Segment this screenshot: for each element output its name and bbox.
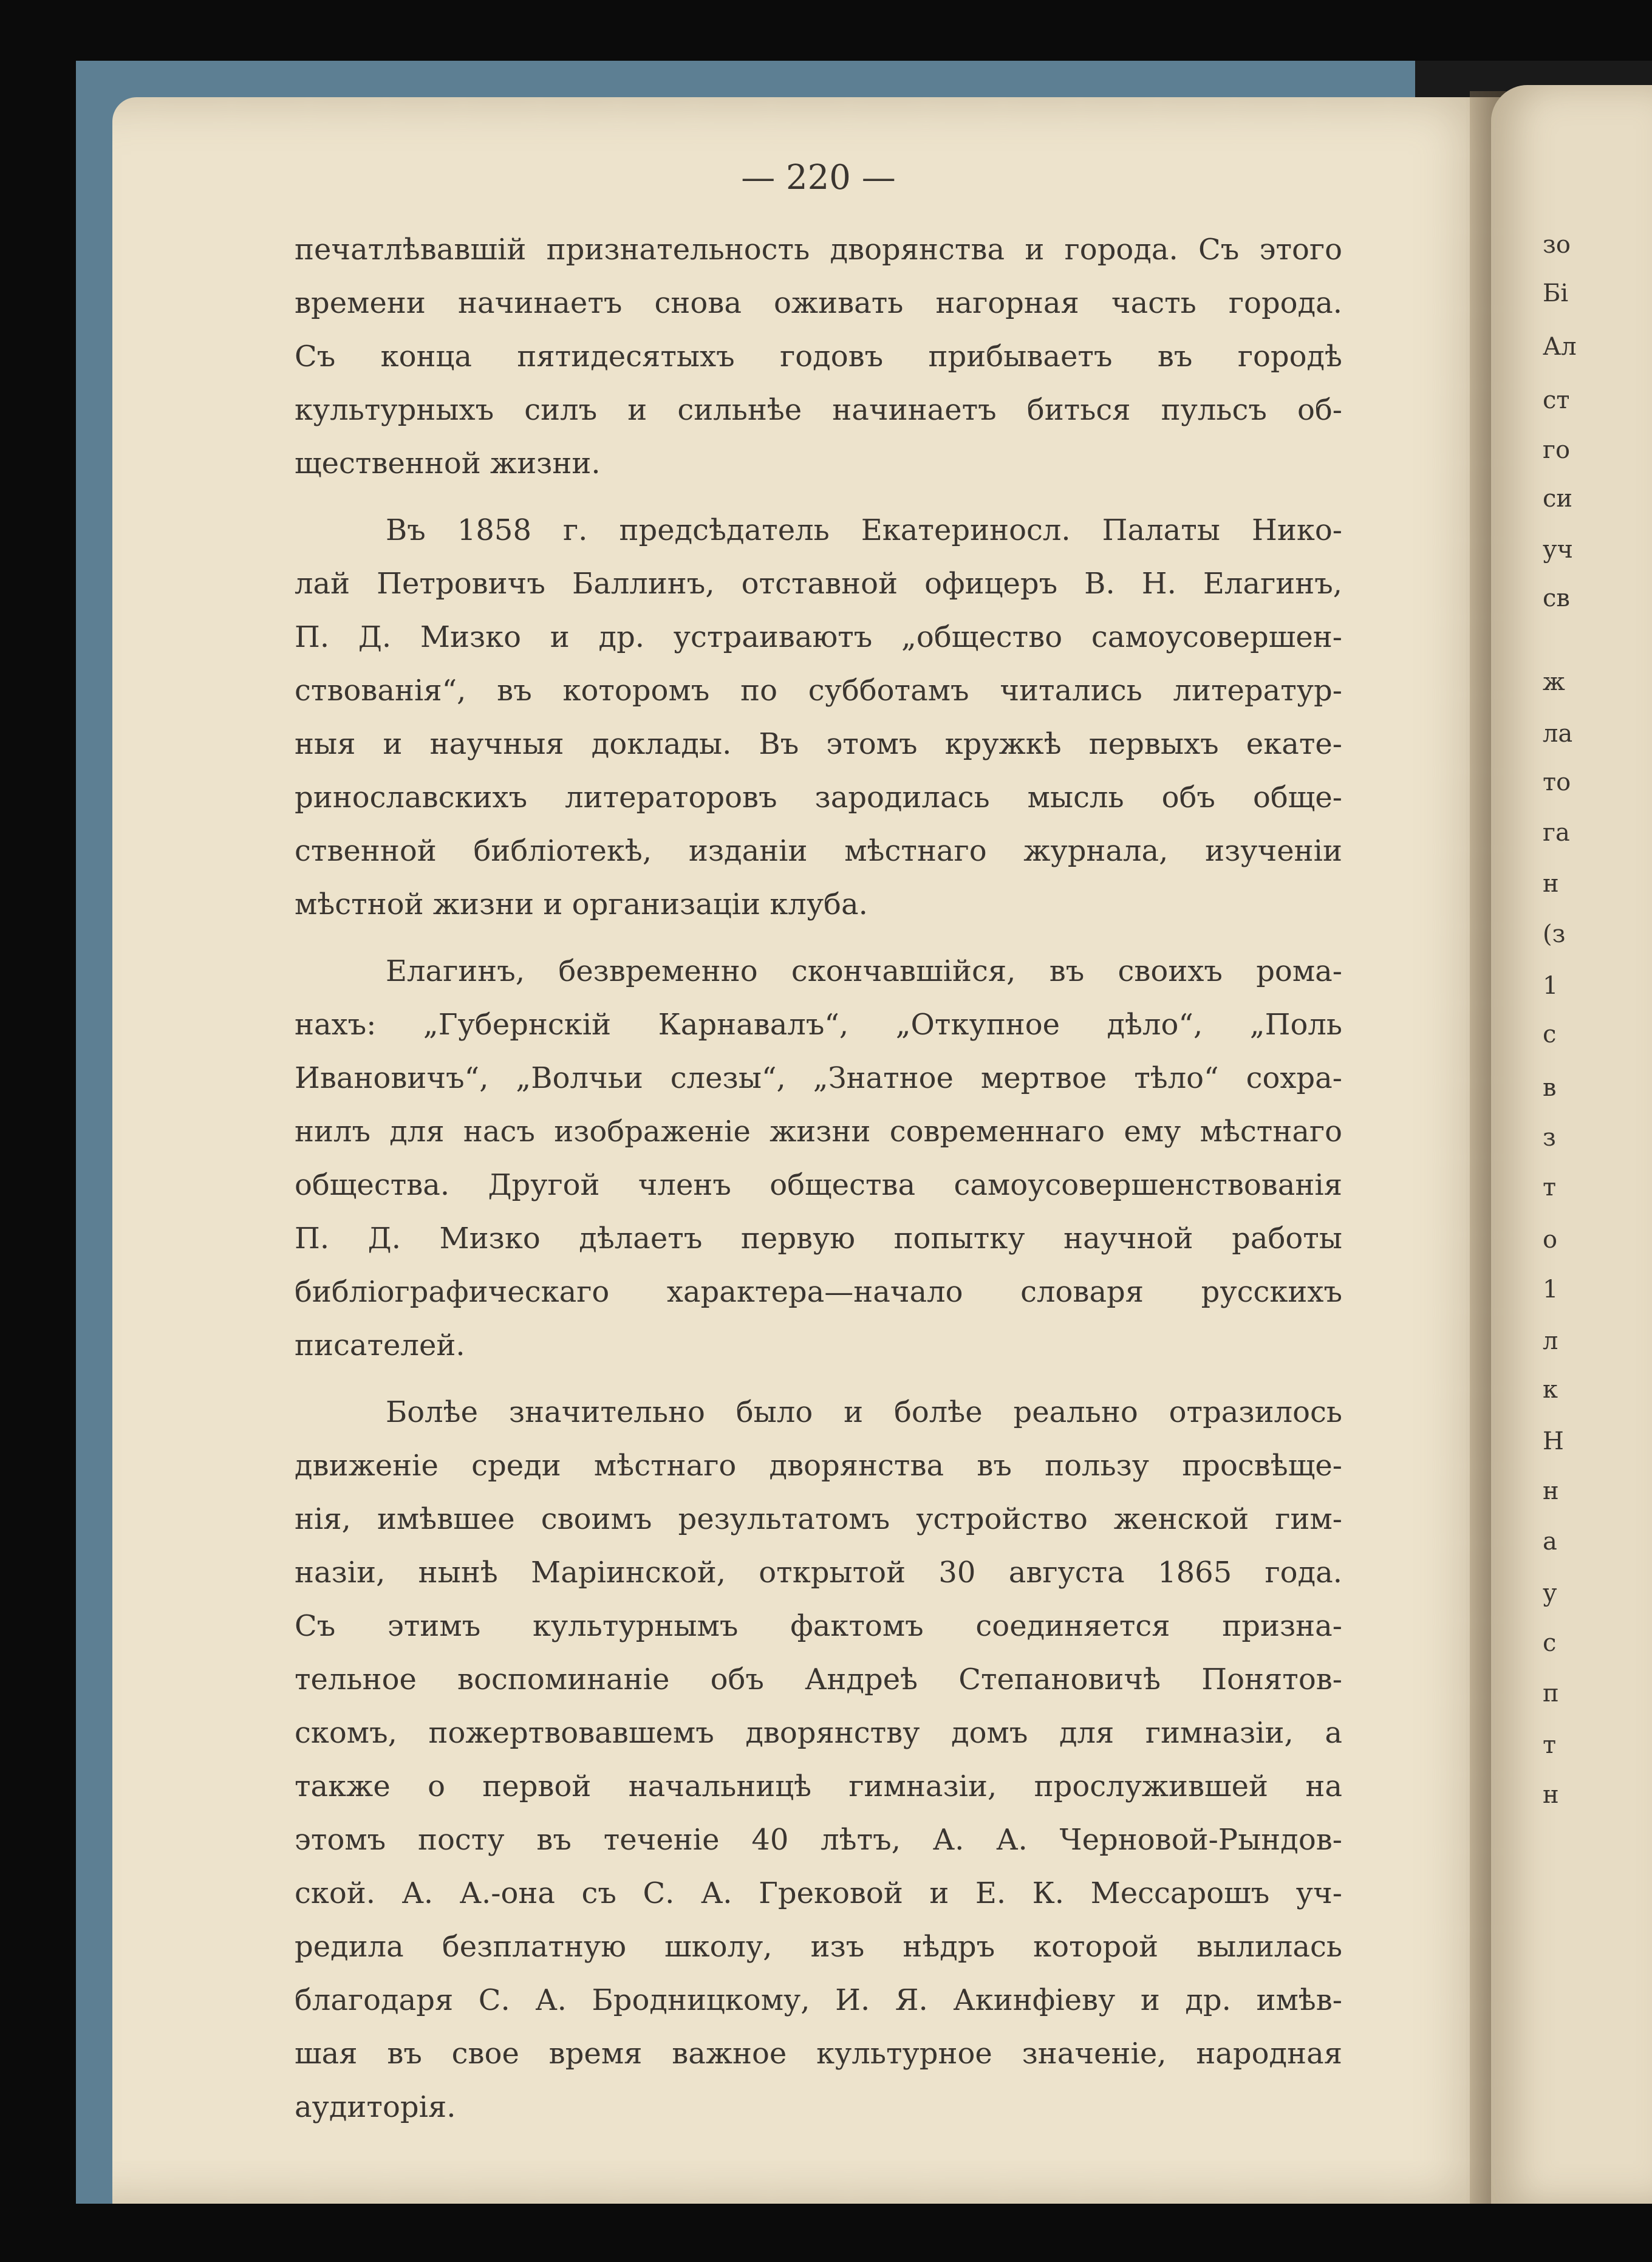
text-line: тельное воспоминаніе объ Андреѣ Степановичѣ Понятов- bbox=[295, 1662, 1342, 1696]
text-line: ственной библіотекѣ, изданіи мѣстнаго журнала, изученіи bbox=[295, 834, 1342, 868]
text-line: Болѣе значительно было и болѣе реально отразилось bbox=[386, 1395, 1342, 1429]
right-page-fragment: га bbox=[1543, 819, 1570, 847]
right-page-fragment: 1 bbox=[1543, 972, 1558, 1000]
right-page-fragment: а bbox=[1543, 1528, 1557, 1556]
text-line: Съ этимъ культурнымъ фактомъ соединяется призна- bbox=[295, 1609, 1342, 1643]
text-line: также о первой начальницѣ гимназіи, прослужившей на bbox=[295, 1769, 1342, 1803]
paragraph-container bbox=[295, 223, 1342, 2134]
right-page-fragment: 1 bbox=[1543, 1276, 1558, 1304]
paragraph bbox=[295, 504, 1342, 931]
text-line: времени начинаетъ снова оживать нагорная часть города. bbox=[295, 286, 1342, 320]
paragraph bbox=[295, 945, 1342, 1372]
right-page-fragment: т bbox=[1543, 1731, 1557, 1759]
text-line: лай Петровичъ Баллинъ, отставной офицеръ В. Н. Елагинъ, bbox=[295, 567, 1342, 601]
text-line: писателей. bbox=[295, 1328, 465, 1362]
text-line: ской. А. А.-она съ С. А. Грековой и Е. К. Мессарошъ уч- bbox=[295, 1876, 1342, 1910]
text-line: библіографическаго характера—начало словаря русскихъ bbox=[295, 1275, 1342, 1309]
right-page-fragment: в bbox=[1543, 1074, 1557, 1102]
page-text bbox=[295, 158, 1342, 2147]
right-page-fragment: з bbox=[1543, 1124, 1556, 1152]
right-page-fragment: го bbox=[1543, 436, 1571, 464]
right-page-fragment: к bbox=[1543, 1376, 1558, 1404]
page-number: — 220 — bbox=[741, 158, 896, 197]
right-page-fragment: Н bbox=[1543, 1427, 1564, 1455]
text-line: нилъ для насъ изображеніе жизни современнаго ему мѣстнаго bbox=[295, 1115, 1342, 1149]
right-page-fragment: ла bbox=[1543, 720, 1573, 748]
text-line: назіи, нынѣ Маріинской, открытой 30 августа 1865 года. bbox=[295, 1556, 1342, 1590]
text-line: этомъ посту въ теченіе 40 лѣтъ, А. А. Черновой-Рындов- bbox=[295, 1823, 1342, 1857]
text-line: П. Д. Мизко дѣлаетъ первую попытку научной работы bbox=[295, 1222, 1342, 1256]
text-line: Ивановичъ“, „Волчьи слезы“, „Знатное мертвое тѣло“ сохра- bbox=[295, 1061, 1342, 1095]
right-page-fragment: с bbox=[1543, 1020, 1557, 1048]
right-page-fragment: зо bbox=[1543, 231, 1571, 259]
text-line: печатлѣвавшій признательность дворянства и города. Съ этого bbox=[295, 233, 1342, 267]
right-page-fragment: (з bbox=[1543, 920, 1566, 948]
right-page-fragment: л bbox=[1543, 1327, 1558, 1355]
right-page bbox=[1491, 85, 1652, 2204]
text-line: ствованія“, въ которомъ по субботамъ читались литератур- bbox=[295, 674, 1342, 708]
text-line: П. Д. Мизко и др. устраиваютъ „общество самоусовершен- bbox=[295, 620, 1342, 654]
right-page-fragment: т bbox=[1543, 1174, 1557, 1201]
right-page-fragment: ст bbox=[1543, 386, 1570, 414]
text-line: скомъ, пожертвовавшемъ дворянству домъ для гимназіи, а bbox=[295, 1716, 1342, 1750]
right-page-fragment: св bbox=[1543, 584, 1570, 612]
text-line: ныя и научныя доклады. Въ этомъ кружкѣ первыхъ екате- bbox=[295, 727, 1342, 761]
right-page-fragment: н bbox=[1543, 870, 1559, 898]
right-page-fragment: с bbox=[1543, 1629, 1557, 1657]
right-page-fragment: о bbox=[1543, 1226, 1558, 1254]
text-line: Въ 1858 г. предсѣдатель Екатериносл. Палаты Нико- bbox=[386, 513, 1342, 547]
right-page-fragment: Бі bbox=[1543, 279, 1569, 307]
text-line: движеніе среди мѣстнаго дворянства въ пользу просвѣще- bbox=[295, 1449, 1342, 1483]
right-page-fragment: н bbox=[1543, 1477, 1559, 1505]
text-line: Съ конца пятидесятыхъ годовъ прибываетъ въ городѣ bbox=[295, 340, 1342, 374]
paragraph bbox=[295, 1386, 1342, 2134]
text-line: ринославскихъ литераторовъ зародилась мысль объ обще- bbox=[295, 781, 1342, 815]
text-line: нахъ: „Губернскій Карнавалъ“, „Откупное дѣло“, „Поль bbox=[295, 1008, 1342, 1042]
right-page-fragment: н bbox=[1543, 1781, 1559, 1809]
text-line: редила безплатную школу, изъ нѣдръ которой вылилась bbox=[295, 1930, 1342, 1964]
text-line: благодаря С. А. Бродницкому, И. Я. Акинфіеву и др. имѣв- bbox=[295, 1983, 1342, 2017]
right-page-fragment: у bbox=[1543, 1579, 1557, 1607]
text-line: щественной жизни. bbox=[295, 446, 601, 480]
text-line: шая въ свое время важное культурное значеніе, народная bbox=[295, 2037, 1342, 2071]
text-line: общества. Другой членъ общества самоусовершенствованія bbox=[295, 1168, 1342, 1202]
right-page-fragment: ж bbox=[1543, 668, 1565, 696]
right-page-fragment: уч bbox=[1543, 536, 1573, 564]
text-line: мѣстной жизни и организаціи клуба. bbox=[295, 887, 868, 921]
text-line: аудиторія. bbox=[295, 2090, 456, 2124]
paragraph bbox=[295, 223, 1342, 490]
right-page-fragment: Ал bbox=[1543, 333, 1577, 361]
text-line: Елагинъ, безвременно скончавшійся, въ своихъ рома- bbox=[386, 954, 1342, 988]
text-line: нія, имѣвшее своимъ результатомъ устройство женской гим- bbox=[295, 1502, 1342, 1536]
right-page-fragment: то bbox=[1543, 768, 1571, 796]
right-page-fragment: си bbox=[1543, 485, 1573, 513]
text-line: культурныхъ силъ и сильнѣе начинаетъ биться пульсъ об- bbox=[295, 393, 1342, 427]
right-page-fragment: п bbox=[1543, 1679, 1559, 1707]
